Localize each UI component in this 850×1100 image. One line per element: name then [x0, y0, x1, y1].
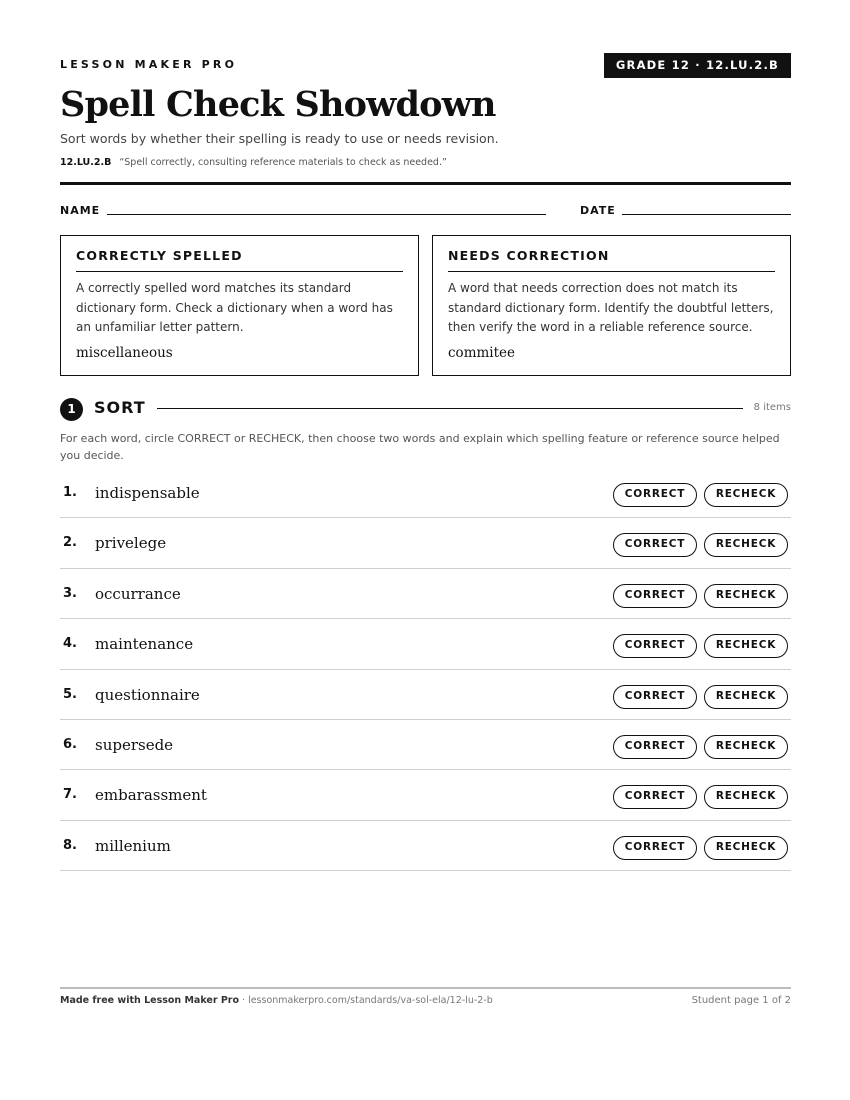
item-number: 6.: [63, 736, 77, 752]
item-number: 7.: [63, 787, 77, 803]
standard-reference: [60, 157, 447, 168]
grade-badge: GRADE 12 · 12.LU.2.B: [604, 53, 791, 78]
item-word: supersede: [95, 735, 174, 754]
recheck-option[interactable]: RECHECK: [704, 533, 788, 557]
recheck-option[interactable]: RECHECK: [704, 785, 788, 809]
name-field[interactable]: [107, 214, 546, 215]
section-divider: [157, 408, 743, 409]
standard-text: “Spell correctly, consulting reference materials to check as needed.”: [119, 157, 447, 168]
correct-option[interactable]: CORRECT: [613, 483, 697, 507]
word-row: [60, 670, 791, 720]
footer-credit: [60, 995, 493, 1006]
word-row: [60, 518, 791, 568]
page-subtitle: Sort words by whether their spelling is ready to use or needs revision.: [60, 131, 499, 146]
item-number: 8.: [63, 837, 77, 853]
brand-name: LESSON MAKER PRO: [60, 58, 238, 71]
word-list: [60, 468, 791, 871]
section-title: SORT: [94, 398, 146, 417]
word-row: [60, 821, 791, 871]
word-row: [60, 770, 791, 820]
correct-option[interactable]: CORRECT: [613, 584, 697, 608]
item-word: maintenance: [95, 635, 194, 654]
footer-url: · lessonmakerpro.com/standards/va-sol-ela/12-lu-2-b: [239, 995, 493, 1006]
recheck-option[interactable]: RECHECK: [704, 634, 788, 658]
item-number: 4.: [63, 636, 77, 652]
recheck-option[interactable]: RECHECK: [704, 483, 788, 507]
correct-option[interactable]: CORRECT: [613, 634, 697, 658]
correct-option[interactable]: CORRECT: [613, 685, 697, 709]
recheck-option[interactable]: RECHECK: [704, 735, 788, 759]
item-word: privelege: [95, 534, 167, 553]
item-word: millenium: [95, 836, 171, 855]
word-row: [60, 468, 791, 518]
definition-description: A correctly spelled word matches its standard dictionary form. Check a dictionary when a word has an unfamiliar letter pattern.: [76, 281, 393, 334]
definition-example: miscellaneous: [76, 344, 173, 361]
word-row: [60, 569, 791, 619]
word-row: [60, 619, 791, 669]
footer-brand: Made free with Lesson Maker Pro: [60, 995, 240, 1006]
definition-card-correct: [60, 235, 419, 376]
correct-option[interactable]: CORRECT: [613, 836, 697, 860]
item-word: questionnaire: [95, 685, 200, 704]
item-number: 1.: [63, 485, 77, 500]
footer-divider: [60, 987, 791, 989]
recheck-option[interactable]: RECHECK: [704, 685, 788, 709]
definition-example: commitee: [448, 344, 516, 361]
definition-heading: CORRECTLY SPELLED: [76, 248, 403, 272]
date-label: DATE: [580, 204, 616, 217]
item-word: indispensable: [95, 484, 200, 502]
standard-code: 12.LU.2.B: [60, 157, 112, 168]
recheck-option[interactable]: RECHECK: [704, 836, 788, 860]
item-number: 3.: [63, 585, 77, 601]
definition-card-needs-correction: [432, 235, 791, 376]
definition-heading: NEEDS CORRECTION: [448, 248, 775, 272]
item-word: embarassment: [95, 786, 207, 805]
worksheet-page: [60, 0, 791, 1100]
page-title: Spell Check Showdown: [60, 84, 496, 125]
item-word: occurrance: [95, 584, 181, 603]
correct-option[interactable]: CORRECT: [613, 785, 697, 809]
header-divider: [60, 182, 791, 185]
section-number-badge: 1: [60, 398, 83, 421]
item-number: 2.: [63, 535, 77, 551]
date-field[interactable]: [622, 214, 791, 215]
correct-option[interactable]: CORRECT: [613, 735, 697, 759]
section-instructions: For each word, circle CORRECT or RECHECK, then choose two words and explain which spelling feature or reference source helped you decide.: [60, 432, 780, 462]
page-number: Student page 1 of 2: [691, 995, 791, 1006]
correct-option[interactable]: CORRECT: [613, 533, 697, 557]
item-number: 5.: [63, 686, 77, 702]
name-label: NAME: [60, 204, 101, 217]
recheck-option[interactable]: RECHECK: [704, 584, 788, 608]
section-item-count: 8 items: [753, 402, 791, 413]
word-row: [60, 720, 791, 770]
definition-description: A word that needs correction does not match its standard dictionary form. Identify the doubtful letters, then verify the word in a reliable reference source.: [448, 281, 774, 334]
